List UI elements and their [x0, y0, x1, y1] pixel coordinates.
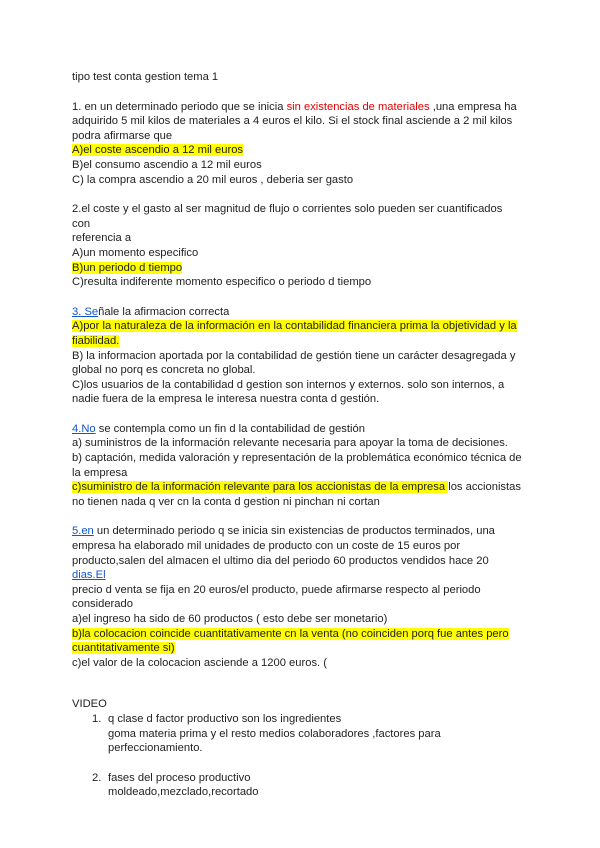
question-5-text-cont: producto,salen del almacen el ultimo dia del periodo 60 productos vendidos hace 20 — [72, 554, 489, 567]
question-5-line-1 — [72, 524, 522, 539]
highlighted-answer: fiabilidad. — [72, 334, 120, 347]
video-item-1-line-2: goma materia prima y el resto medios colaboradores ,factores para — [108, 727, 441, 740]
question-2 — [72, 202, 522, 290]
question-3-line-1 — [72, 305, 522, 320]
question-1-red-text: sin existencias de materiales — [286, 100, 430, 113]
question-5-inline-link[interactable]: dias.El — [72, 569, 106, 582]
question-4-option-b-line-2: la empresa — [72, 466, 128, 479]
video-list-item-2 — [72, 771, 522, 800]
highlighted-answer: cuantitativamente si) — [72, 642, 175, 655]
question-4-note: los accionistas — [448, 481, 521, 494]
question-2-option-c: C)resulta indiferente momento especifico o periodo d tiempo — [72, 276, 372, 289]
question-5-line-3 — [72, 554, 522, 583]
question-5-line-4: precio d venta se fija en 20 euros/el producto, puede afirmarse respecto al periodo — [72, 583, 481, 596]
video-heading: VIDEO — [72, 698, 107, 711]
question-5-number-link[interactable]: 5.en — [72, 525, 94, 538]
question-1-option-c: C) la compra ascendio a 20 mil euros , deberia ser gasto — [72, 173, 354, 186]
question-3-option-a-line-2 — [72, 334, 522, 349]
question-3 — [72, 305, 522, 407]
question-3-option-b-line-1: B) la informacion aportada por la contabilidad de gestión tiene un carácter desagregada y — [72, 349, 516, 362]
highlighted-answer: A)el coste ascendio a 12 mil euros — [72, 144, 244, 157]
highlighted-answer: B)un periodo d tiempo — [72, 261, 183, 274]
question-5-text: un determinado periodo q se inicia sin existencias de productos terminados, una — [93, 525, 495, 538]
video-list-item-1 — [72, 712, 522, 756]
video-item-1-line-3: perfeccionamiento. — [108, 742, 203, 755]
question-4-option-c-line-1 — [72, 480, 522, 495]
question-1-line-1 — [72, 100, 522, 115]
question-4-line-1 — [72, 422, 522, 437]
question-4-text: se contempla como un fin d la contabilidad de gestión — [95, 422, 365, 435]
question-2-option-b — [72, 261, 522, 276]
question-5-option-a: a)el ingreso ha sido de 60 productos ( esto debe ser monetario) — [72, 613, 388, 625]
question-1-option-a — [72, 143, 522, 158]
list-spacer — [72, 756, 522, 771]
question-3-number-link[interactable]: 3. Se — [72, 305, 99, 318]
question-2-line-2: referencia a — [72, 232, 132, 245]
question-5-line-5: considerado — [72, 598, 133, 611]
question-3-text: ñale la afirmacion correcta — [98, 305, 230, 318]
question-3-option-c-line-1: C)los usuarios de la contabilidad d gestion son internos y externos. solo son internos, a — [72, 378, 505, 391]
question-1-text-cont: ,una empresa ha — [429, 100, 517, 113]
video-item-2-line-2: moldeado,mezclado,recortado — [108, 786, 259, 799]
highlighted-answer: c)suministro de la información relevante para los accionistas de la empresa — [72, 481, 449, 494]
question-5-option-b-line-1 — [72, 627, 522, 642]
document-title: tipo test conta gestion tema 1 — [72, 71, 219, 83]
question-4-option-b-line-1: b) captación, medida valoración y representación de la problemática económico técnica de — [72, 452, 522, 465]
question-2-line-1: 2.el coste y el gasto al ser magnitud de flujo o corrientes solo pueden ser cuantificados con — [72, 203, 503, 230]
document-body — [72, 70, 522, 800]
list-number: 2. — [92, 771, 102, 784]
video-item-2-line-1: fases del proceso productivo — [108, 771, 251, 784]
highlighted-answer: A)por la naturaleza de la información en la contabilidad financiera prima la objetividad y la — [72, 320, 517, 333]
question-1-option-b: B)el consumo ascendio a 12 mil euros — [72, 158, 262, 171]
video-section — [72, 697, 522, 800]
question-1-line-3: podra afirmarse que — [72, 129, 173, 142]
question-1 — [72, 100, 522, 188]
video-item-1-line-1: q clase d factor productivo son los ingredientes — [108, 712, 342, 725]
question-3-option-c-line-2: nadie fuera de la empresa le interesa nuestra conta d gestión. — [72, 393, 380, 406]
question-3-option-b-line-2: global no porq es concreta no global. — [72, 364, 256, 377]
question-4 — [72, 422, 522, 510]
question-1-line-2: adquirido 5 mil kilos de materiales a 4 euros el kilo. Si el stock final asciende a 2 mil kilos — [72, 115, 513, 128]
question-4-option-c-line-2: no tienen nada q ver cn la conta d gestion ni pinchan ni cortan — [72, 495, 380, 508]
question-5 — [72, 524, 522, 670]
question-4-number-link[interactable]: 4.No — [72, 422, 96, 435]
list-number: 1. — [92, 712, 102, 725]
question-5-line-2: empresa ha elaborado mil unidades de producto con un coste de 15 euros por — [72, 540, 461, 553]
video-list — [72, 712, 522, 800]
question-5-option-c: c)el valor de la colocacion asciende a 1200 euros. ( — [72, 656, 327, 669]
question-4-option-a: a) suministros de la información relevante necesaria para apoyar la toma de decisiones. — [72, 437, 508, 450]
question-2-option-a: A)un momento especifico — [72, 246, 199, 259]
question-1-text: 1. en un determinado periodo que se inicia — [72, 100, 287, 113]
question-3-option-a-line-1 — [72, 319, 522, 334]
highlighted-answer: b)la colocacion coincide cuantitativamente cn la venta (no coinciden porq fue antes pero — [72, 627, 509, 640]
question-5-option-b-line-2 — [72, 641, 522, 656]
